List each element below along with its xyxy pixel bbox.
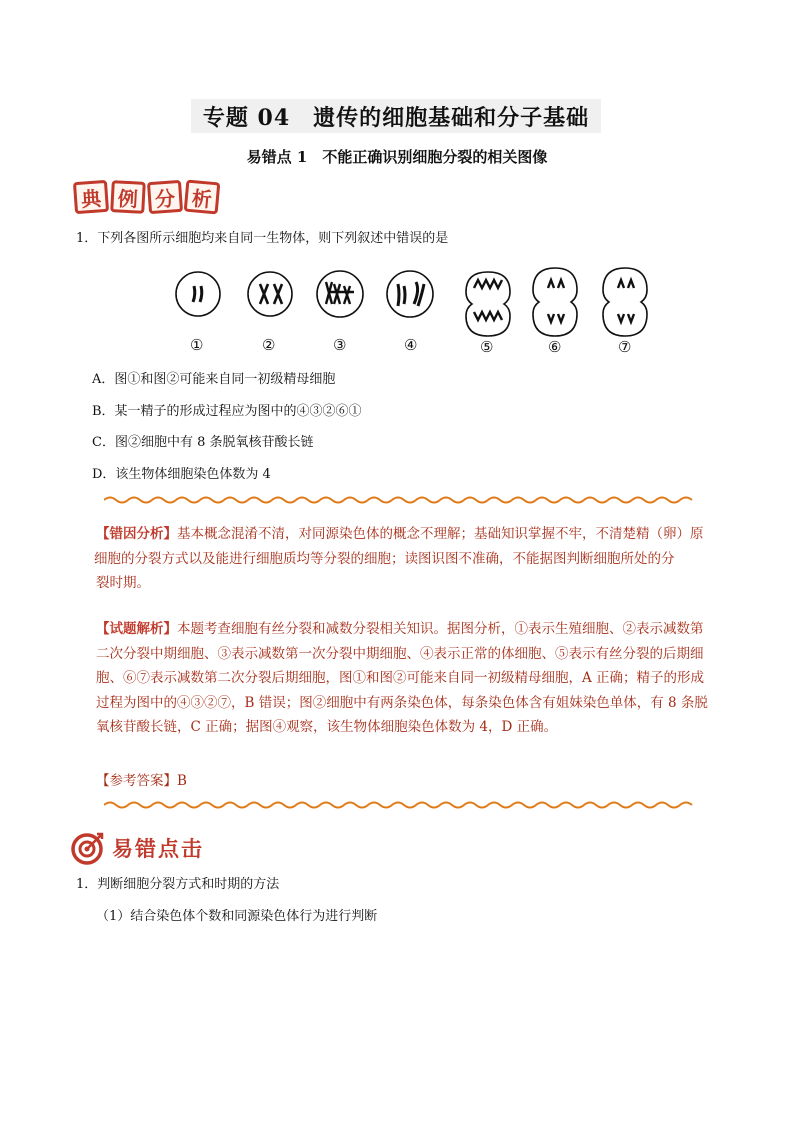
banner-char: 典 <box>73 180 109 214</box>
solution-text: 过程为图中的④③②⑦，B 错误；图②细胞中有两条染色体，每条染色体含有姐妹染色单体，有 8 条脱 <box>96 694 708 711</box>
figure-label-3: ③ <box>333 336 347 354</box>
banner-char: 例 <box>110 180 146 214</box>
solution-label: 【试题解析】 <box>96 621 177 637</box>
error-prone-title: 易错点击 <box>112 836 204 861</box>
solution-text: 二次分裂中期细胞、③表示减数第一次分裂中期细胞、④表示正常的体细胞、⑤表示有丝分裂的后期细 <box>96 645 704 662</box>
option-a: A．图①和图②可能来自同一初级精母细胞 <box>92 372 336 387</box>
cell-2 <box>248 272 292 316</box>
option-c: C．图②细胞中有 8 条脱氧核苷酸长链 <box>92 435 314 450</box>
wavy-divider <box>104 800 696 810</box>
page-subtitle: 易错点 1 不能正确识别细胞分裂的相关图像 <box>246 148 548 166</box>
error-analysis-text: 裂时期。 <box>96 575 150 591</box>
cell-1 <box>176 272 220 316</box>
chromosome <box>474 280 502 320</box>
option-b: B．某一精子的形成过程应为图中的④③②⑥① <box>92 404 362 419</box>
error-analysis <box>96 522 736 596</box>
chromosome <box>193 286 202 302</box>
error-analysis-text: 细胞的分裂方式以及能进行细胞质均等分裂的细胞；读图识图不准确，不能据图判断细胞所处的分 <box>94 550 675 567</box>
solution-analysis <box>96 617 736 740</box>
target-icon <box>70 830 106 866</box>
chromosome <box>618 280 634 322</box>
page-title: 专题 04 遗传的细胞基础和分子基础 <box>191 99 601 133</box>
cell-3 <box>317 271 363 317</box>
cell-4 <box>387 271 433 317</box>
question-stem: 1．下列各图所示细胞均来自同一生物体，则下列叙述中错误的是 <box>76 231 449 246</box>
error-analysis-label: 【错因分析】 <box>96 526 177 542</box>
solution-text: 本题考查细胞有丝分裂和减数分裂相关知识。据图分析，①表示生殖细胞、②表示减数第 <box>177 621 704 637</box>
example-analysis-banner <box>74 181 219 213</box>
figure-label-4: ④ <box>404 336 418 354</box>
option-d: D．该生物体细胞染色体数为 4 <box>92 467 271 482</box>
error-prone-header <box>70 830 204 866</box>
chromosome <box>398 282 424 306</box>
method-heading: 1．判断细胞分裂方式和时期的方法 <box>76 877 280 892</box>
chromosome <box>326 282 354 304</box>
error-analysis-text: 基本概念混淆不清，对同源染色体的概念不理解；基础知识掌握不牢，不清楚精（卵）原 <box>177 526 704 542</box>
figure-label-2: ② <box>262 336 276 354</box>
figure-label-1: ① <box>190 336 204 354</box>
reference-answer: 【参考答案】B <box>96 773 187 789</box>
banner-char: 析 <box>184 180 221 215</box>
cell-7 <box>603 268 647 336</box>
figure-label-5: ⑤ <box>480 338 494 356</box>
solution-text: 氧核苷酸长链，C 正确；据图④观察，该生物体细胞染色体数为 4，D 正确。 <box>96 719 558 735</box>
chromosome <box>548 280 564 322</box>
chromosome <box>260 284 282 304</box>
cell-6 <box>533 268 577 336</box>
wavy-divider <box>104 495 696 505</box>
solution-text: 胞、⑥⑦表示减数第二次分裂后期细胞，图①和图②可能来自同一初级精母细胞，A 正确；精子的形成 <box>96 670 705 686</box>
figure-label-7: ⑦ <box>618 338 632 356</box>
figure-label-6: ⑥ <box>548 338 562 356</box>
method-subheading: （1）结合染色体个数和同源染色体行为进行判断 <box>96 909 378 924</box>
banner-char: 分 <box>147 180 183 214</box>
